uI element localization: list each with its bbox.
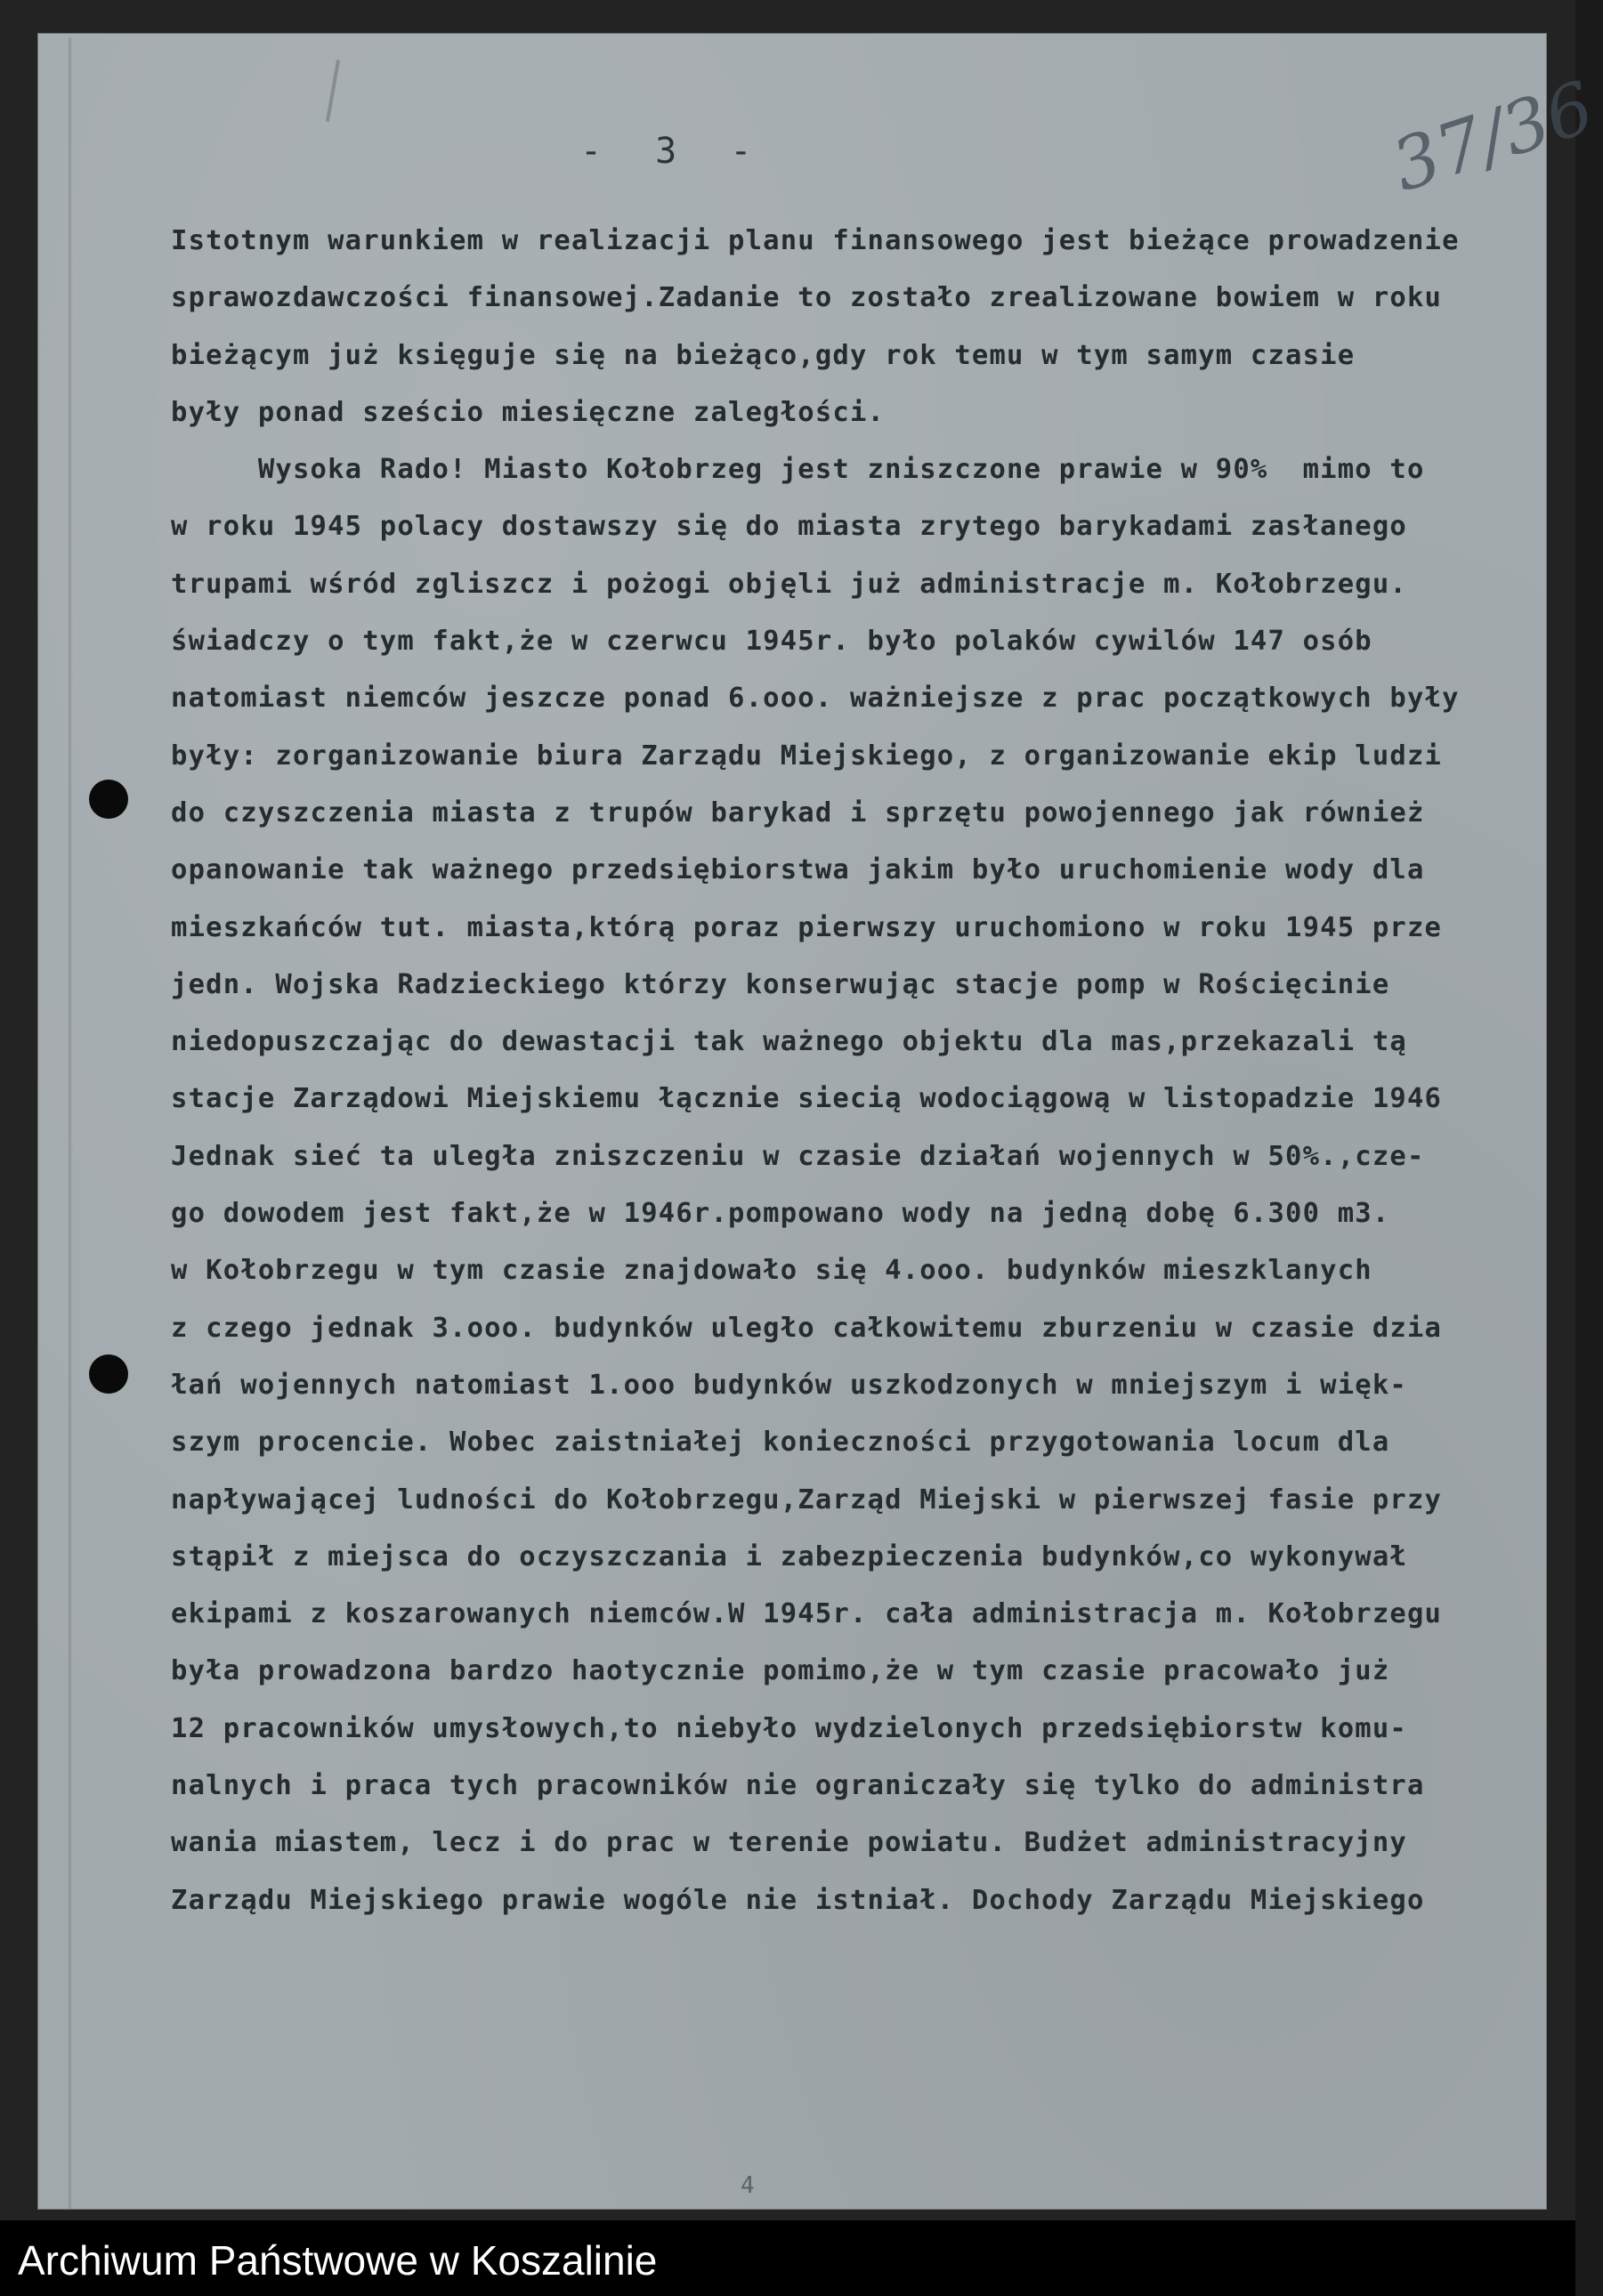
archive-footer-bar xyxy=(0,2220,1575,2296)
text-line: niedopuszczając do dewastacji tak ważnego objektu dla mas,przekazali tą xyxy=(171,1026,1407,1058)
text-line: 12 pracowników umysłowych,to niebyło wydzielonych przedsiębiorstw komu- xyxy=(171,1712,1407,1744)
archive-name: Archiwum Państwowe w Koszalinie xyxy=(18,2237,658,2284)
text-line: jedn. Wojska Radzieckiego którzy konserwując stacje pomp w Rościęcinie xyxy=(171,968,1390,1000)
text-line: była prowadzona bardzo haotycznie pomimo,że w tym czasie pracowało już xyxy=(171,1655,1390,1687)
text-line: ekipami z koszarowanych niemców.W 1945r. cała administracja m. Kołobrzegu xyxy=(171,1598,1443,1630)
text-line: łań wojennych natomiast 1.ooo budynków uszkodzonych w mniejszym i więk- xyxy=(171,1369,1407,1401)
pencil-mark xyxy=(326,60,340,122)
text-line: bieżącym już księguje się na bieżąco,gdy rok temu w tym samym czasie xyxy=(171,339,1356,371)
footer-pencil-mark: 4 xyxy=(741,2172,755,2199)
text-line: stacje Zarządowi Miejskiemu łącznie siecią wodociągową w listopadzie 1946 xyxy=(171,1083,1443,1115)
page-number: - 3 - xyxy=(580,131,768,172)
text-line: stąpił z miejsca do oczyszczania i zabezpieczenia budynków,co wykonywał xyxy=(171,1540,1407,1572)
text-line: Istotnym warunkiem w realizacji planu finansowego jest bieżące prowadzenie xyxy=(171,225,1460,256)
text-line: natomiast niemców jeszcze ponad 6.ooo. ważniejsze z prac początkowych były xyxy=(171,683,1460,715)
text-line: mieszkańców tut. miasta,którą poraz pierwszy uruchomiono w roku 1945 prze xyxy=(171,911,1443,943)
text-line: Zarządu Miejskiego prawie wogóle nie istniał. Dochody Zarządu Miejskiego xyxy=(171,1884,1425,1916)
text-line: do czyszczenia miasta z trupów barykad i sprzętu powojennego jak również xyxy=(171,796,1425,829)
text-line: szym procencie. Wobec zaistniałej konieczności przygotowania locum dla xyxy=(171,1427,1390,1459)
punch-hole xyxy=(89,780,128,819)
text-line: były: zorganizowanie biura Zarządu Miejskiego, z organizowanie ekip ludzi xyxy=(171,740,1443,772)
text-line: Jednak sieć ta uległa zniszczeniu w czasie działań wojennych w 50%.,cze- xyxy=(171,1140,1425,1172)
text-line: w roku 1945 polacy dostawszy się do miasta zrytego barykadami zasłanego xyxy=(171,511,1407,543)
text-line: trupami wśród zgliszcz i pożogi objęli już administracje m. Kołobrzegu. xyxy=(171,568,1407,600)
text-line: Wysoka Rado! Miasto Kołobrzeg jest zniszczone prawie w 90% mimo to xyxy=(171,454,1425,486)
text-line: z czego jednak 3.ooo. budynków uległo całkowitemu zburzeniu w czasie dzia xyxy=(171,1312,1443,1344)
text-line: opanowanie tak ważnego przedsiębiorstwa jakim było uruchomienie wody dla xyxy=(171,854,1425,886)
text-line: były ponad sześcio miesięczne zaległości. xyxy=(171,396,886,428)
text-line: sprawozdawczości finansowej.Zadanie to zostało zrealizowane bowiem w roku xyxy=(171,282,1443,314)
text-line: w Kołobrzegu w tym czasie znajdowało się 4.ooo. budynków mieszklanych xyxy=(171,1255,1372,1287)
text-line: napływającej ludności do Kołobrzegu,Zarząd Miejski w pierwszej fasie przy xyxy=(171,1484,1443,1516)
punch-hole xyxy=(89,1354,128,1394)
text-line: nalnych i praca tych pracowników nie ograniczały się tylko do administra xyxy=(171,1770,1425,1802)
paper-fold xyxy=(69,37,74,2209)
text-line: go dowodem jest fakt,że w 1946r.pompowano wody na jedną dobę 6.300 m3. xyxy=(171,1198,1390,1230)
text-line: świadczy o tym fakt,że w czerwcu 1945r. było polaków cywilów 147 osób xyxy=(171,626,1372,658)
typewritten-text xyxy=(171,213,1559,1929)
document-page xyxy=(37,33,1603,2210)
archive-folio-number: 37/36 xyxy=(1382,65,1603,208)
text-line: wania miastem, lecz i do prac w terenie powiatu. Budżet administracyjny xyxy=(171,1827,1407,1859)
